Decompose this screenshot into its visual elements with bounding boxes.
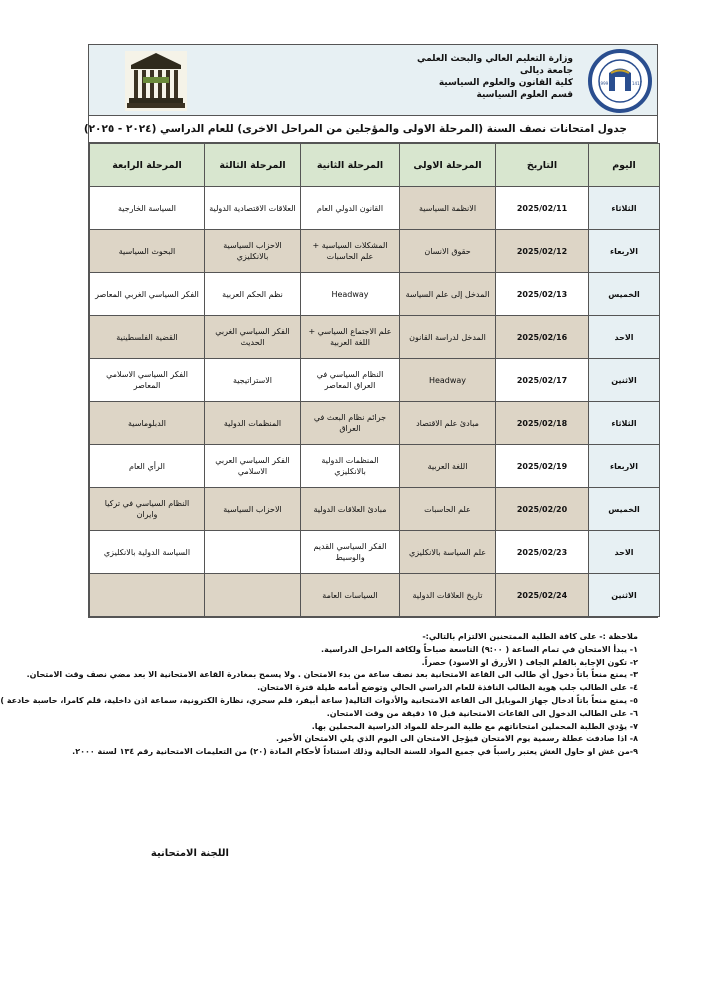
stage-4-cell: السياسة الخارجية xyxy=(90,187,205,230)
exam-schedule-table xyxy=(89,143,660,617)
note-item: ٢- تكون الإجابة بالقلم الجاف ( الأزرق او الاسود) حصراً. xyxy=(421,657,638,667)
date-cell: 2025/02/16 xyxy=(496,316,589,359)
stage-3-cell xyxy=(205,574,301,617)
header-date: التاريخ xyxy=(496,144,589,187)
day-cell: الاربعاء xyxy=(589,230,660,273)
ministry-line: وزارة التعليم العالي والبحث العلمي xyxy=(416,54,573,64)
day-cell: الثلاثاء xyxy=(589,402,660,445)
table-row xyxy=(90,402,660,445)
date-cell: 2025/02/23 xyxy=(496,531,589,574)
stage-4-cell: البحوث السياسية xyxy=(90,230,205,273)
stage-3-cell: العلاقات الاقتصادية الدولية xyxy=(205,187,301,230)
note-item: ١- يبدأ الامتحان في تمام الساعة ( ٩:٠٠) التاسعة صباحاً ولكافة المراحل الدراسية. xyxy=(321,644,638,654)
schedule-title: جدول امتحانات نصف السنة (المرحلة الاولى والمؤجلين من المراحل الاخرى) للعام الدراسي (٢٠٢٤ - ٢٠٢٥) xyxy=(89,116,657,143)
note-item: ٥- يمنع منعاً باتاً ادخال جهاز الموبايل الى القاعة الامتحانية والأدوات التالية( ساعة أبيفر، قلم سحري، نظارة الكترونية، سماعة اذن داخلية، قلم كامرا، حاسبة خادعة ) xyxy=(0,695,638,705)
note-item: ٦- على الطالب الدخول الى القاعات الامتحانية قبل ١٥ دقيقة من وقت الامتحان. xyxy=(326,708,638,718)
stage-4-cell xyxy=(90,574,205,617)
stage-2-cell: جرائم نظام البعث في العراق xyxy=(301,402,400,445)
header-stage-2: المرحلة الثانية xyxy=(301,144,400,187)
stage-2-cell: المشكلات السياسية + علم الحاسبات xyxy=(301,230,400,273)
exam-committee-signature: اللجنة الامتحانية xyxy=(150,848,229,859)
date-cell: 2025/02/18 xyxy=(496,402,589,445)
stage-2-cell: المنظمات الدولية بالانكليزي xyxy=(301,445,400,488)
department-line: قسم العلوم السياسية xyxy=(476,90,573,100)
table-header-row xyxy=(90,144,660,187)
header-stage-1: المرحلة الاولى xyxy=(400,144,496,187)
college-building-logo xyxy=(125,51,187,111)
table-row xyxy=(90,187,660,230)
stage-2-cell: الفكر السياسي القديم والوسيط xyxy=(301,531,400,574)
university-logo xyxy=(587,49,653,113)
note-item: ٩-من غش او حاول الغش يعتبر راسباً في جميع المواد للسنة الحالية وذلك استناداً لأحكام المادة (٢٠) من التعليمات الامتحانية رقم ١٣٤ لسنة ٢٠٠٠. xyxy=(72,747,638,757)
stage-2-cell: علم الاجتماع السياسي + اللغة العربية xyxy=(301,316,400,359)
stage-1-cell: Headway xyxy=(400,359,496,402)
day-cell: الثلاثاء xyxy=(589,187,660,230)
stage-4-cell: النظام السياسي في تركيا وايران xyxy=(90,488,205,531)
stage-3-cell: الفكر السياسي الغربي الحديث xyxy=(205,316,301,359)
stage-1-cell: المدخل إلى علم السياسة xyxy=(400,273,496,316)
stage-1-cell: اللغة العربية xyxy=(400,445,496,488)
day-cell: الاحد xyxy=(589,316,660,359)
day-cell: الخميس xyxy=(589,488,660,531)
stage-3-cell: الفكر السياسي العربي الاسلامي xyxy=(205,445,301,488)
stage-1-cell: مبادئ علم الاقتصاد xyxy=(400,402,496,445)
note-item: ٨- اذا صادفت عطلة رسمية يوم الامتحان فيؤجل الامتحان الى اليوم الذي يلي الامتحان الأخير. xyxy=(275,734,638,744)
table-row xyxy=(90,574,660,617)
exam-schedule-frame xyxy=(83,44,658,618)
stage-3-cell xyxy=(205,531,301,574)
stage-3-cell: الاستراتيجية xyxy=(205,359,301,402)
note-item: ٧- يؤدي الطلبة المحملين امتحاناتهم مع طلبة المرحلة للمواد الدراسية المحملين بها. xyxy=(311,721,638,731)
stage-4-cell: القضية الفلسطينية xyxy=(90,316,205,359)
stage-4-cell: الفكر السياسي الغربي المعاصر xyxy=(90,273,205,316)
date-cell: 2025/02/11 xyxy=(496,187,589,230)
college-line: كلية القانون والعلوم السياسية xyxy=(438,78,573,88)
day-cell: الاربعاء xyxy=(589,445,660,488)
stage-2-cell: مبادئ العلاقات الدولية xyxy=(301,488,400,531)
note-item: ٤- على الطالب جلب هوية الطالب النافذة للعام الدراسي الحالي وتوضع أمامه طيلة فترة الامتحان. xyxy=(257,683,638,693)
stage-4-cell: الدبلوماسية xyxy=(90,402,205,445)
note-item: ٣- يمنع منعاً باتاً دخول أي طالب الى القاعة الامتحانية بعد نصف ساعة من بدء الامتحان . ولا يسمح بمغادرة القاعة الامتحانية الا بعد مضي نصف وقت الامتحان. xyxy=(26,670,638,680)
university-line: جامعة ديالى xyxy=(520,66,573,76)
svg-text:1417: 1417 xyxy=(632,81,643,86)
table-row xyxy=(90,316,660,359)
table-row xyxy=(90,359,660,402)
header-stage-3: المرحلة الثالثة xyxy=(205,144,301,187)
stage-3-cell: المنظمات الدولية xyxy=(205,402,301,445)
notes-heading: ملاحظة :- على كافة الطلبة الممتحنين الالتزام بالتالي:- xyxy=(422,632,638,641)
day-cell: الاثنين xyxy=(589,359,660,402)
stage-1-cell: المدخل لدراسة القانون xyxy=(400,316,496,359)
stage-1-cell: علم الحاسبات xyxy=(400,488,496,531)
stage-1-cell: تاريخ العلاقات الدولية xyxy=(400,574,496,617)
stage-1-cell: علم السياسة بالانكليزي xyxy=(400,531,496,574)
table-row xyxy=(90,273,660,316)
date-cell: 2025/02/24 xyxy=(496,574,589,617)
date-cell: 2025/02/17 xyxy=(496,359,589,402)
ministry-heading xyxy=(333,53,573,101)
date-cell: 2025/02/12 xyxy=(496,230,589,273)
stage-4-cell: الرأي العام xyxy=(90,445,205,488)
stage-2-cell: النظام السياسي في العراق المعاصر xyxy=(301,359,400,402)
day-cell: الخميس xyxy=(589,273,660,316)
stage-3-cell: الاحزاب السياسية بالانكليزي xyxy=(205,230,301,273)
stage-2-cell: Headway xyxy=(301,273,400,316)
day-cell: الاحد xyxy=(589,531,660,574)
stage-1-cell: حقوق الانسان xyxy=(400,230,496,273)
stage-2-cell: القانون الدولي العام xyxy=(301,187,400,230)
date-cell: 2025/02/19 xyxy=(496,445,589,488)
date-cell: 2025/02/20 xyxy=(496,488,589,531)
svg-text:1999: 1999 xyxy=(598,81,609,86)
table-row xyxy=(90,230,660,273)
notes-section xyxy=(0,631,638,759)
stage-2-cell: السياسات العامة xyxy=(301,574,400,617)
stage-4-cell: الفكر السياسي الاسلامي المعاصر xyxy=(90,359,205,402)
header-band xyxy=(89,45,657,116)
stage-3-cell: نظم الحكم العربية xyxy=(205,273,301,316)
header-day: اليوم xyxy=(589,144,660,187)
table-row xyxy=(90,445,660,488)
stage-1-cell: الانظمة السياسية xyxy=(400,187,496,230)
day-cell: الاثنين xyxy=(589,574,660,617)
table-row xyxy=(90,531,660,574)
stage-3-cell: الاحزاب السياسية xyxy=(205,488,301,531)
table-row xyxy=(90,488,660,531)
date-cell: 2025/02/13 xyxy=(496,273,589,316)
stage-4-cell: السياسة الدولية بالانكليزي xyxy=(90,531,205,574)
header-stage-4: المرحلة الرابعة xyxy=(90,144,205,187)
